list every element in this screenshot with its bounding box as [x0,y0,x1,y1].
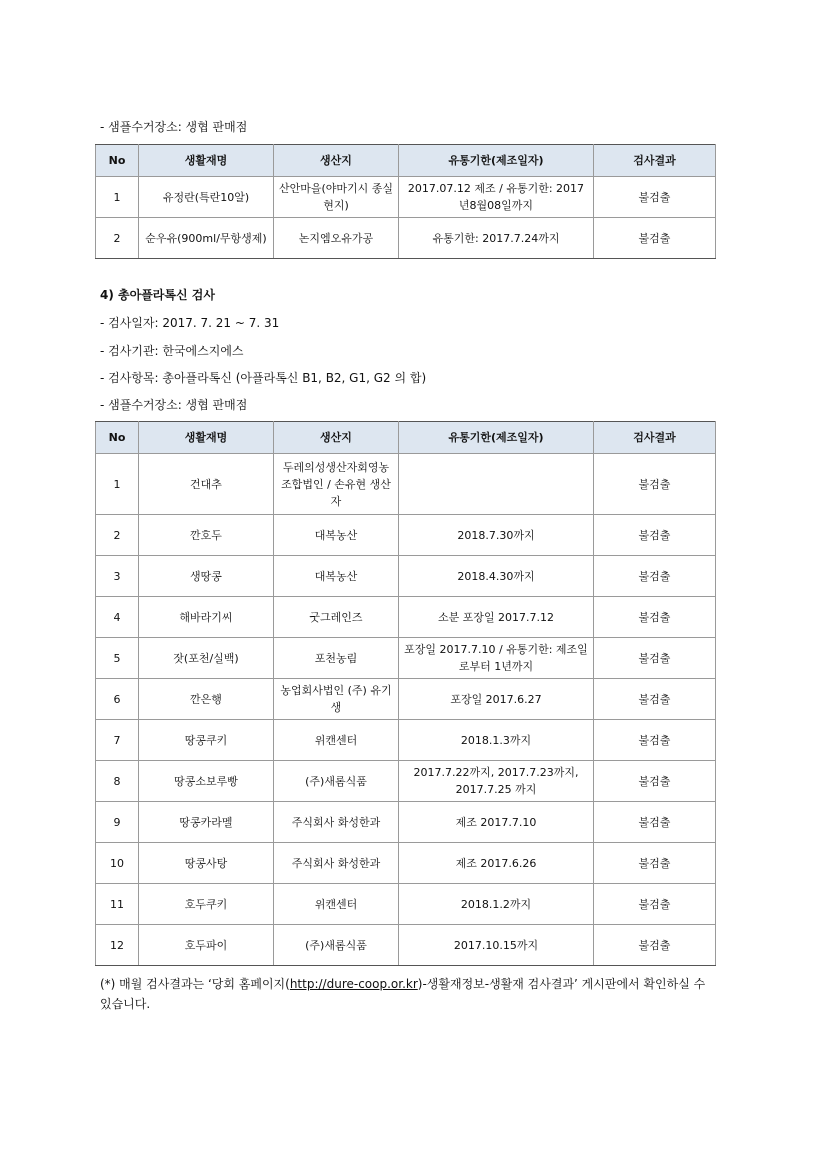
header-origin: 생산지 [274,145,399,177]
cell-no: 9 [96,802,139,843]
table-row [96,597,716,638]
table-row [96,679,716,720]
cell-no: 10 [96,843,139,884]
cell-expiry: 2018.1.3까지 [399,720,594,761]
cell-expiry [399,454,594,515]
header-result: 검사결과 [594,145,716,177]
cell-product: 땅콩쿠키 [139,720,274,761]
header-expiry: 유통기한(제조일자) [399,145,594,177]
cell-expiry: 소분 포장일 2017.7.12 [399,597,594,638]
table-header-row [96,145,716,177]
table-row [96,802,716,843]
cell-product: 깐은행 [139,679,274,720]
cell-origin: (주)새롬식품 [274,925,399,966]
table-row [96,454,716,515]
cell-result: 불검출 [594,638,716,679]
cell-no: 6 [96,679,139,720]
header-origin: 생산지 [274,422,399,454]
cell-result: 불검출 [594,884,716,925]
table-row [96,843,716,884]
cell-result: 불검출 [594,761,716,802]
cell-expiry: 유통기한: 2017.7.24까지 [399,218,594,259]
cell-result: 불검출 [594,925,716,966]
test-agency-line: - 검사기관: 한국에스지에스 [100,344,244,358]
cell-no: 4 [96,597,139,638]
cell-no: 1 [96,454,139,515]
header-result: 검사결과 [594,422,716,454]
header-no: No [96,145,139,177]
cell-no: 1 [96,177,139,218]
cell-product: 잣(포천/실백) [139,638,274,679]
cell-no: 8 [96,761,139,802]
cell-expiry: 2018.7.30까지 [399,515,594,556]
cell-result: 불검출 [594,720,716,761]
cell-product: 호두쿠키 [139,884,274,925]
table-row [96,556,716,597]
test-item-line: - 검사항목: 총아플라톡신 (아플라톡신 B1, B2, G1, G2 의 합) [100,371,427,385]
cell-result: 불검출 [594,454,716,515]
cell-product: 호두파이 [139,925,274,966]
homepage-link[interactable]: http://dure-coop.or.kr [289,977,418,991]
cell-no: 3 [96,556,139,597]
table-row [96,638,716,679]
section-title: 4) 총아플라톡신 검사 [100,288,215,302]
header-no: No [96,422,139,454]
cell-product: 생땅콩 [139,556,274,597]
test-results-table-a [95,144,716,259]
sample-location-line-b: - 샘플수거장소: 생협 판매점 [100,398,248,412]
cell-origin: 논지엠오유가공 [274,218,399,259]
cell-expiry: 2017.7.22까지, 2017.7.23까지, 2017.7.25 까지 [399,761,594,802]
cell-expiry: 2017.10.15까지 [399,925,594,966]
cell-expiry: 포장일 2017.6.27 [399,679,594,720]
table-row [96,515,716,556]
footnote-prefix: (*) 매월 검사결과는 ‘당회 홈페이지( [100,977,290,991]
cell-result: 불검출 [594,802,716,843]
cell-no: 12 [96,925,139,966]
cell-product: 건대추 [139,454,274,515]
cell-no: 7 [96,720,139,761]
cell-product: 땅콩소보루빵 [139,761,274,802]
sample-location-line-a: - 샘플수거장소: 생협 판매점 [100,120,248,134]
table-row [96,177,716,218]
cell-product: 해바라기씨 [139,597,274,638]
test-results-table-b [95,421,716,966]
cell-origin: 위캔센터 [274,884,399,925]
cell-result: 불검출 [594,556,716,597]
cell-expiry: 제조 2017.7.10 [399,802,594,843]
cell-result: 불검출 [594,597,716,638]
cell-expiry: 2018.1.2까지 [399,884,594,925]
cell-origin: 두레의성생산자회영농조합법인 / 손유현 생산자 [274,454,399,515]
table-row [96,761,716,802]
cell-origin: 주식회사 화성한과 [274,802,399,843]
cell-expiry: 2018.4.30까지 [399,556,594,597]
table-row [96,925,716,966]
cell-result: 불검출 [594,843,716,884]
table-row [96,884,716,925]
cell-origin: (주)새롬식품 [274,761,399,802]
header-expiry: 유통기한(제조일자) [399,422,594,454]
footnote-suffix: )-생활재정보-생활재 검사결과’ 게시판에서 확인하실 수 있습니다. [100,977,706,1011]
cell-origin: 위캔센터 [274,720,399,761]
cell-origin: 대복농산 [274,515,399,556]
cell-origin: 포천농림 [274,638,399,679]
cell-origin: 굿그레인즈 [274,597,399,638]
cell-product: 순우유(900ml/무항생제) [139,218,274,259]
cell-product: 깐호두 [139,515,274,556]
cell-product: 땅콩사탕 [139,843,274,884]
cell-result: 불검출 [594,177,716,218]
cell-origin: 농업회사법인 (주) 유기생 [274,679,399,720]
cell-product: 유정란(특란10알) [139,177,274,218]
cell-expiry: 제조 2017.6.26 [399,843,594,884]
footnote [100,974,720,1014]
table-row [96,720,716,761]
cell-no: 11 [96,884,139,925]
cell-no: 2 [96,218,139,259]
table-header-row [96,422,716,454]
cell-expiry: 포장일 2017.7.10 / 유통기한: 제조일로부터 1년까지 [399,638,594,679]
table-row [96,218,716,259]
cell-origin: 대복농산 [274,556,399,597]
cell-origin: 주식회사 화성한과 [274,843,399,884]
cell-expiry: 2017.07.12 제조 / 유통기한: 2017년8월08일까지 [399,177,594,218]
cell-result: 불검출 [594,515,716,556]
test-date-line: - 검사일자: 2017. 7. 21 ~ 7. 31 [100,316,280,330]
cell-product: 땅콩카라멜 [139,802,274,843]
cell-result: 불검출 [594,679,716,720]
cell-no: 5 [96,638,139,679]
header-product: 생활재명 [139,145,274,177]
cell-result: 불검출 [594,218,716,259]
header-product: 생활재명 [139,422,274,454]
cell-origin: 산안마을(야마기시 종실현지) [274,177,399,218]
cell-no: 2 [96,515,139,556]
